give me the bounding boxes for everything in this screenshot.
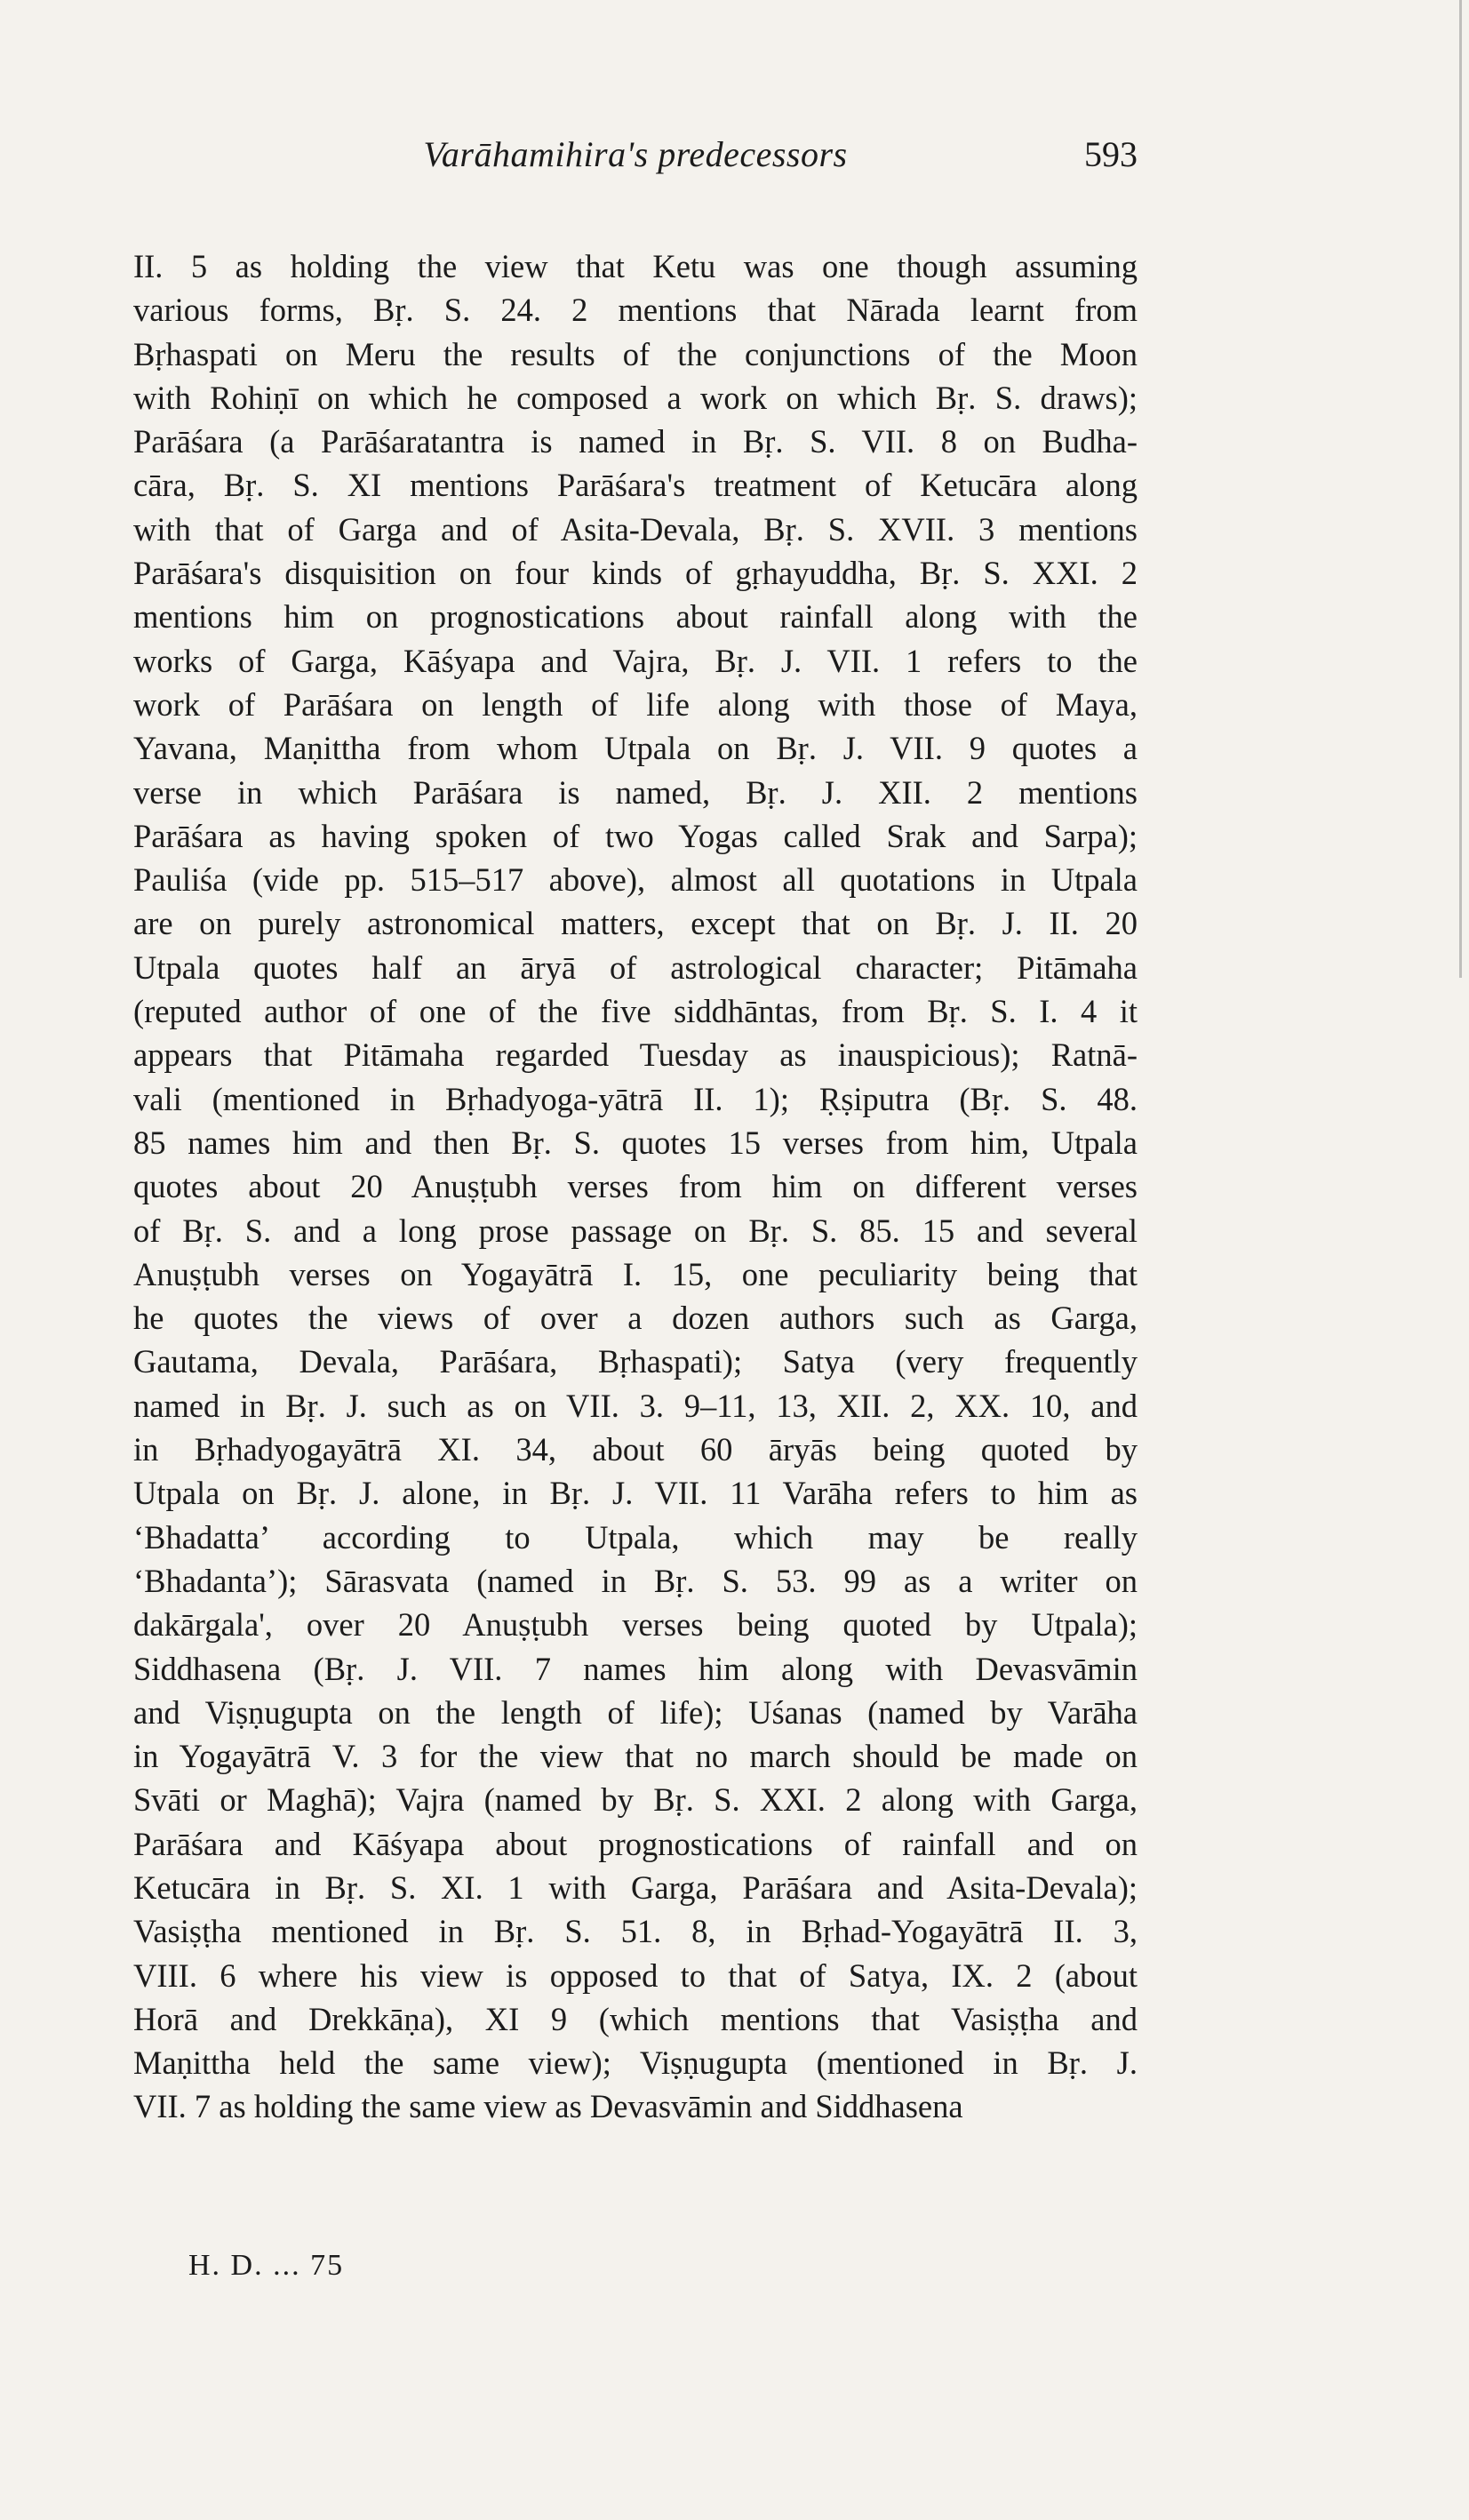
text-line: Svāti or Maghā); Vajra (named by Bṛ. S. XXI. 2 along with Garga,	[133, 1781, 1138, 1819]
text-line: quotes about 20 Anuṣṭubh verses from him on different verses	[133, 1168, 1138, 1205]
page-header	[133, 133, 1138, 187]
text-line: Horā and Drekkāṇa), XI 9 (which mentions that Vasiṣṭha and	[133, 2000, 1138, 2037]
text-line: (reputed author of one of the five siddhāntas, from Bṛ. S. I. 4 it	[133, 993, 1138, 1030]
text-line: he quotes the views of over a dozen authors such as Garga,	[133, 1300, 1138, 1337]
page-number: 593	[1084, 134, 1138, 174]
text-line: work of Parāśara on length of life along with those of Maya,	[133, 685, 1138, 723]
text-line: various forms, Bṛ. S. 24. 2 mentions that Nārada learnt from	[133, 292, 1138, 329]
text-line: Vasiṣṭha mentioned in Bṛ. S. 51. 8, in Bṛhad-Yogayātrā II. 3,	[133, 1913, 1138, 1950]
text-line: Parāśara (a Parāśaratantra is named in Bṛ. S. VII. 8 on Budha-	[133, 423, 1138, 460]
text-line: Utpala quotes half an āryā of astrological character; Pitāmaha	[133, 948, 1138, 986]
text-line: with Rohiṇī on which he composed a work on which Bṛ. S. draws);	[133, 379, 1138, 416]
scan-edge-line	[1459, 0, 1462, 978]
text-line: cāra, Bṛ. S. XI mentions Parāśara's treatment of Ketucāra along	[133, 467, 1138, 504]
text-line: in Bṛhadyogayātrā XI. 34, about 60 āryās being quoted by	[133, 1431, 1138, 1468]
text-line: dakārgala', over 20 Anuṣṭubh verses being quoted by Utpala);	[133, 1606, 1138, 1644]
text-line: of Bṛ. S. and a long prose passage on Bṛ. S. 85. 15 and several	[133, 1212, 1138, 1249]
text-line: vali (mentioned in Bṛhadyoga-yātrā II. 1); Ṛṣiputra (Bṛ. S. 48.	[133, 1080, 1138, 1117]
text-line: Pauliśa (vide pp. 515–517 above), almost all quotations in Utpala	[133, 861, 1138, 899]
text-line: are on purely astronomical matters, except that on Bṛ. J. II. 20	[133, 905, 1138, 942]
text-line: Utpala on Bṛ. J. alone, in Bṛ. J. VII. 11 Varāha refers to him as	[133, 1475, 1138, 1512]
text-line: Parāśara and Kāśyapa about prognostications of rainfall and on	[133, 1825, 1138, 1862]
text-line: Gautama, Devala, Parāśara, Bṛhaspati); Satya (very frequently	[133, 1343, 1138, 1380]
text-line: Siddhasena (Bṛ. J. VII. 7 names him along with Devasvāmin	[133, 1650, 1138, 1687]
text-line: with that of Garga and of Asita-Devala, Bṛ. S. XVII. 3 mentions	[133, 510, 1138, 548]
text-line: ‘Bhadanta’); Sārasvata (named in Bṛ. S. 53. 99 as a writer on	[133, 1562, 1138, 1599]
text-line: Yavana, Maṇittha from whom Utpala on Bṛ. J. VII. 9 quotes a	[133, 730, 1138, 767]
text-line: and Viṣṇugupta on the length of life); Uśanas (named by Varāha	[133, 1693, 1138, 1731]
text-line: appears that Pitāmaha regarded Tuesday as inauspicious); Ratnā-	[133, 1036, 1138, 1074]
running-title: Varāhamihira's predecessors	[423, 134, 848, 174]
text-line: VIII. 6 where his view is opposed to that of Satya, IX. 2 (about	[133, 1956, 1138, 1994]
text-line: ‘Bhadatta’ according to Utpala, which may be really	[133, 1518, 1138, 1556]
text-line: 85 names him and then Bṛ. S. quotes 15 verses from him, Utpala	[133, 1124, 1138, 1161]
text-line: Ketucāra in Bṛ. S. XI. 1 with Garga, Parāśara and Asita-Devala);	[133, 1868, 1138, 1906]
text-line: named in Bṛ. J. such as on VII. 3. 9–11, 13, XII. 2, XX. 10, and	[133, 1387, 1138, 1424]
text-line: Bṛhaspati on Meru the results of the conjunctions of the Moon	[133, 335, 1138, 372]
text-line: II. 5 as holding the view that Ketu was one though assuming	[133, 248, 1138, 284]
text-line: VII. 7 as holding the same view as Devasvāmin and Siddhasena	[133, 2088, 963, 2125]
text-line: Parāśara's disquisition on four kinds of gṛhayuddha, Bṛ. S. XXI. 2	[133, 555, 1138, 592]
text-line: mentions him on prognostications about rainfall along with the	[133, 598, 1138, 636]
text-line: Anuṣṭubh verses on Yogayātrā I. 15, one peculiarity being that	[133, 1255, 1138, 1292]
text-line: works of Garga, Kāśyapa and Vajra, Bṛ. J. VII. 1 refers to the	[133, 642, 1138, 679]
text-line: Maṇittha held the same view); Viṣṇugupta (mentioned in Bṛ. J.	[133, 2044, 1138, 2082]
text-line: verse in which Parāśara is named, Bṛ. J. XII. 2 mentions	[133, 773, 1138, 811]
body-text	[133, 244, 1138, 2129]
text-line: in Yogayātrā V. 3 for the view that no march should be made on	[133, 1738, 1138, 1775]
signature-mark: H. D. ... 75	[188, 2249, 345, 2282]
text-line: Parāśara as having spoken of two Yogas called Srak and Sarpa);	[133, 817, 1138, 854]
